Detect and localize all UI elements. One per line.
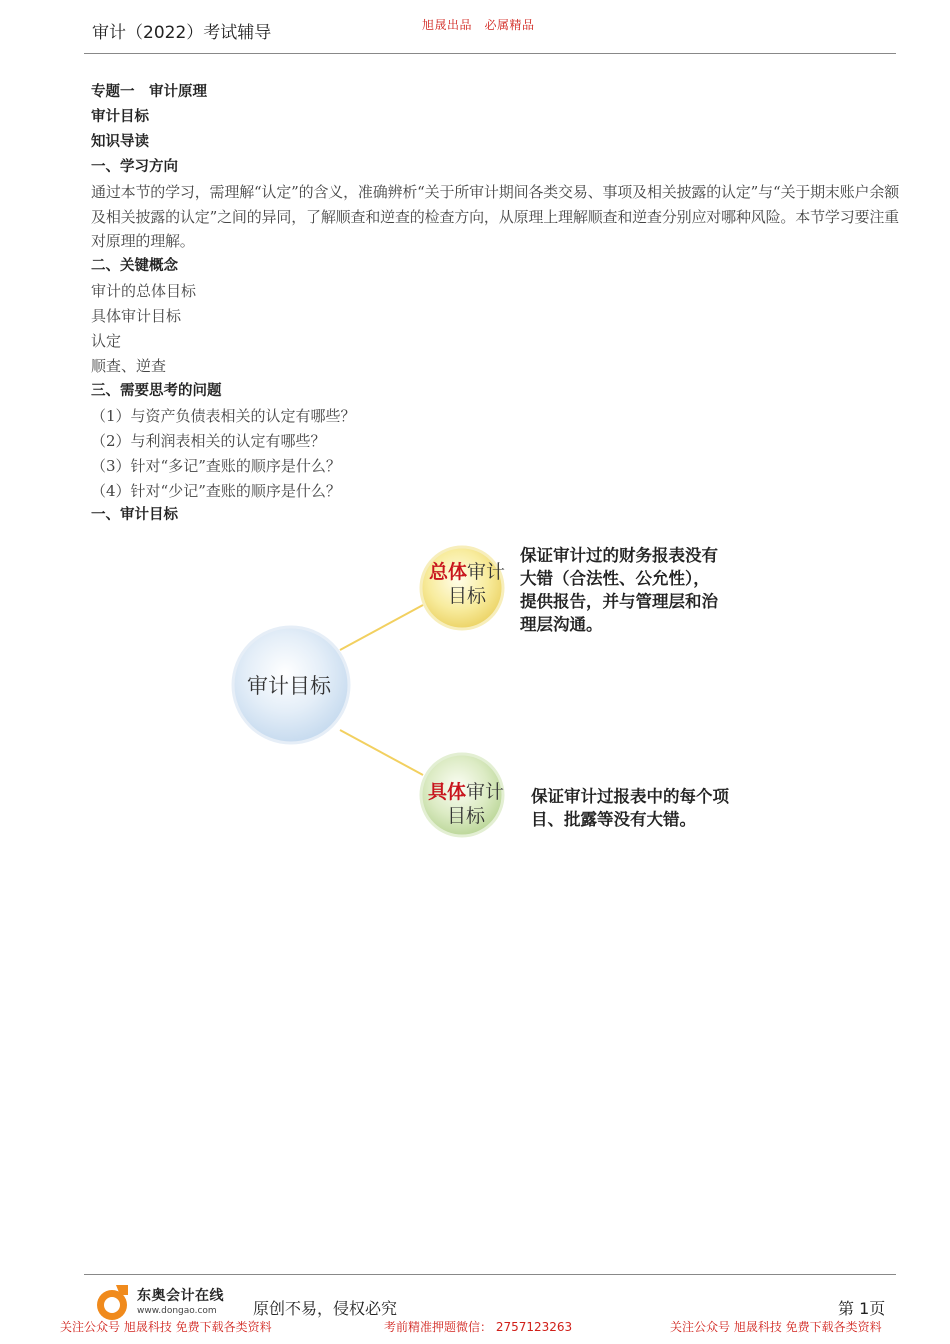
specific-highlight-text: 具体 — [427, 781, 466, 803]
overall-label-rest: 审计 — [467, 561, 506, 583]
footer-brand: 东奥会计在线 — [137, 1288, 224, 1304]
overall-objective-description — [520, 544, 718, 636]
header-watermark-stamp: 旭晟出品 必属精品 — [422, 18, 535, 32]
question-item: （3）针对“多记”查账的顺序是什么？ — [91, 456, 341, 475]
overall-node-label — [424, 560, 510, 608]
concept-item: 认定 — [91, 332, 122, 351]
specific-desc-line: 目、批露等没有大错。 — [531, 810, 696, 829]
connector-line-overall — [340, 605, 423, 650]
specific-node-label — [423, 780, 509, 828]
overall-highlight-text: 总体 — [428, 561, 467, 583]
learning-direction-paragraph: 通过本节的学习，需理解“认定”的含义，准确辨析“关于所审计期间各类交易、事项及相关披露的认定”与“关于期末账户余额及相关披露的认定”之间的异同，了解顺查和逆查的检查方向，从原理上理解顺查和逆查分别应对哪种风险。本节学习要注重对原理的理解。 — [91, 182, 899, 251]
specific-label-line2: 目标 — [446, 805, 485, 827]
dongao-logo-icon — [92, 1283, 136, 1323]
guide-heading: 知识导读 — [91, 133, 149, 150]
overall-desc-line: 理层沟通。 — [520, 615, 603, 634]
audit-objective-mindmap — [225, 530, 785, 850]
concept-item: 顺查、逆查 — [91, 356, 167, 375]
concept-item: 审计的总体目标 — [91, 282, 197, 301]
questions-heading: 三、需要思考的问题 — [91, 382, 222, 399]
overall-desc-line: 大错（合法性、公允性）， — [520, 569, 710, 588]
section-heading: 审计目标 — [91, 108, 149, 125]
question-item: （1）与资产负债表相关的认定有哪些？ — [91, 406, 356, 425]
specific-objective-description — [531, 785, 729, 831]
document-body — [91, 80, 899, 528]
footer-watermark-right: 关注公众号 旭晟科技 免费下载各类资料 — [670, 1320, 882, 1334]
footer-watermark-middle: 考前精准押题微信： 2757123263 — [384, 1320, 573, 1334]
question-item: （4）针对“少记”查账的顺序是什么？ — [91, 481, 341, 500]
overall-desc-line: 提供报告，并与管理层和治 — [520, 592, 718, 611]
learning-direction-heading: 一、学习方向 — [91, 158, 178, 175]
specific-desc-line: 保证审计过报表中的每个项 — [531, 787, 729, 806]
page-number: 第 1页 — [838, 1299, 886, 1318]
overall-desc-line: 保证审计过的财务报表没有 — [520, 546, 718, 565]
document-header-title: 审计（2022）考试辅导 — [92, 23, 272, 43]
header-divider — [84, 53, 896, 54]
footer-divider — [84, 1274, 896, 1275]
concept-item: 具体审计目标 — [91, 307, 182, 326]
footer-watermark-left: 关注公众号 旭晟科技 免费下载各类资料 — [60, 1320, 272, 1334]
overall-label-line2: 目标 — [447, 585, 486, 607]
specific-label-rest: 审计 — [466, 781, 505, 803]
key-concepts-heading: 二、关键概念 — [91, 258, 178, 275]
footer-url: www.dongao.com — [137, 1306, 217, 1316]
topic-heading: 专题一 审计原理 — [91, 84, 207, 100]
center-node-label: 审计目标 — [247, 674, 331, 698]
footer-slogan: 原创不易，侵权必究 — [253, 1299, 398, 1318]
connector-line-specific — [340, 730, 423, 775]
audit-objective-heading: 一、审计目标 — [91, 507, 178, 524]
question-item: （2）与利润表相关的认定有哪些？ — [91, 431, 326, 450]
